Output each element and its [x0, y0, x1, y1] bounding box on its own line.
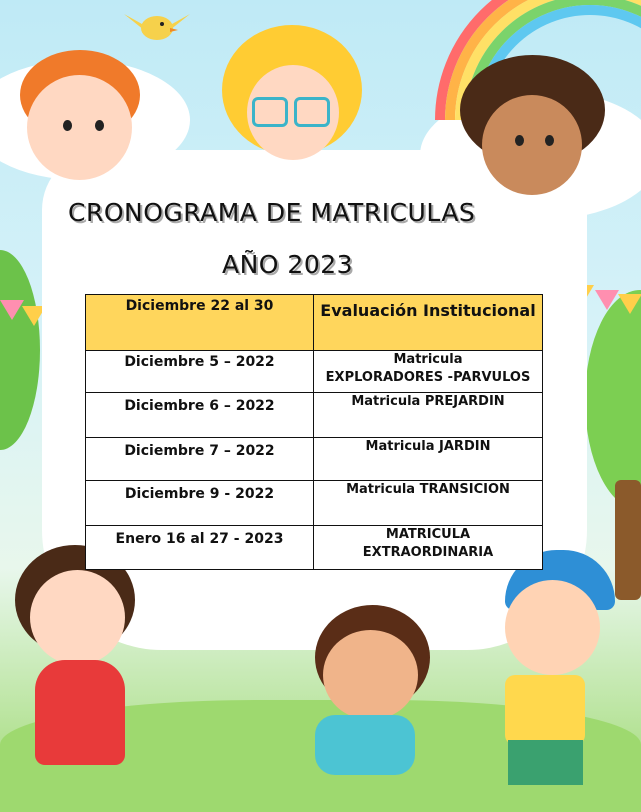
row-activity — [314, 351, 543, 393]
row-date: Enero 16 al 27 - 2023 — [86, 526, 314, 570]
bunting-flag — [0, 300, 24, 320]
table-row — [86, 526, 543, 570]
row-activity — [314, 526, 543, 570]
row-activity-line2: EXTRAORDINARIA — [362, 545, 494, 560]
bird-icon — [122, 6, 192, 46]
kid-redhead-boy — [15, 50, 145, 190]
row-activity-line1: Matricula TRANSICION — [346, 482, 510, 497]
row-activity — [314, 393, 543, 438]
kid-sitting-boy — [285, 605, 435, 810]
row-activity-line1: Matricula — [393, 352, 463, 367]
header-activity-cell: Evaluación Institucional — [314, 295, 543, 351]
row-activity — [314, 481, 543, 526]
table-row — [86, 438, 543, 481]
kid-curly-girl — [460, 55, 610, 195]
row-date: Diciembre 5 – 2022 — [86, 351, 314, 393]
row-date: Diciembre 9 - 2022 — [86, 481, 314, 526]
header-date-cell: Diciembre 22 al 30 — [86, 295, 314, 351]
row-date: Diciembre 7 – 2022 — [86, 438, 314, 481]
kid-girl-red-dress — [5, 545, 145, 805]
row-activity-line1: Matricula PREJARDIN — [351, 394, 505, 409]
kid-blonde-girl — [222, 25, 362, 165]
tree — [585, 290, 641, 510]
table-row — [86, 393, 543, 438]
row-activity-line1: MATRICULA — [385, 527, 471, 542]
kid-cap-boy — [480, 550, 630, 805]
page-title-line2: AÑO 2023 — [222, 250, 354, 279]
tree — [0, 250, 40, 450]
page-title-line1: CRONOGRAMA DE MATRICULAS — [68, 198, 476, 227]
row-activity — [314, 438, 543, 481]
table-row — [86, 351, 543, 393]
bunting-flag — [618, 294, 641, 314]
table-header-row — [86, 295, 543, 351]
row-activity-line1: Matricula JARDIN — [365, 439, 491, 454]
table-row — [86, 481, 543, 526]
enrollment-schedule-table — [85, 294, 543, 570]
bunting-flag — [595, 290, 619, 310]
row-date: Diciembre 6 – 2022 — [86, 393, 314, 438]
row-activity-line2: EXPLORADORES -PARVULOS — [325, 370, 531, 385]
